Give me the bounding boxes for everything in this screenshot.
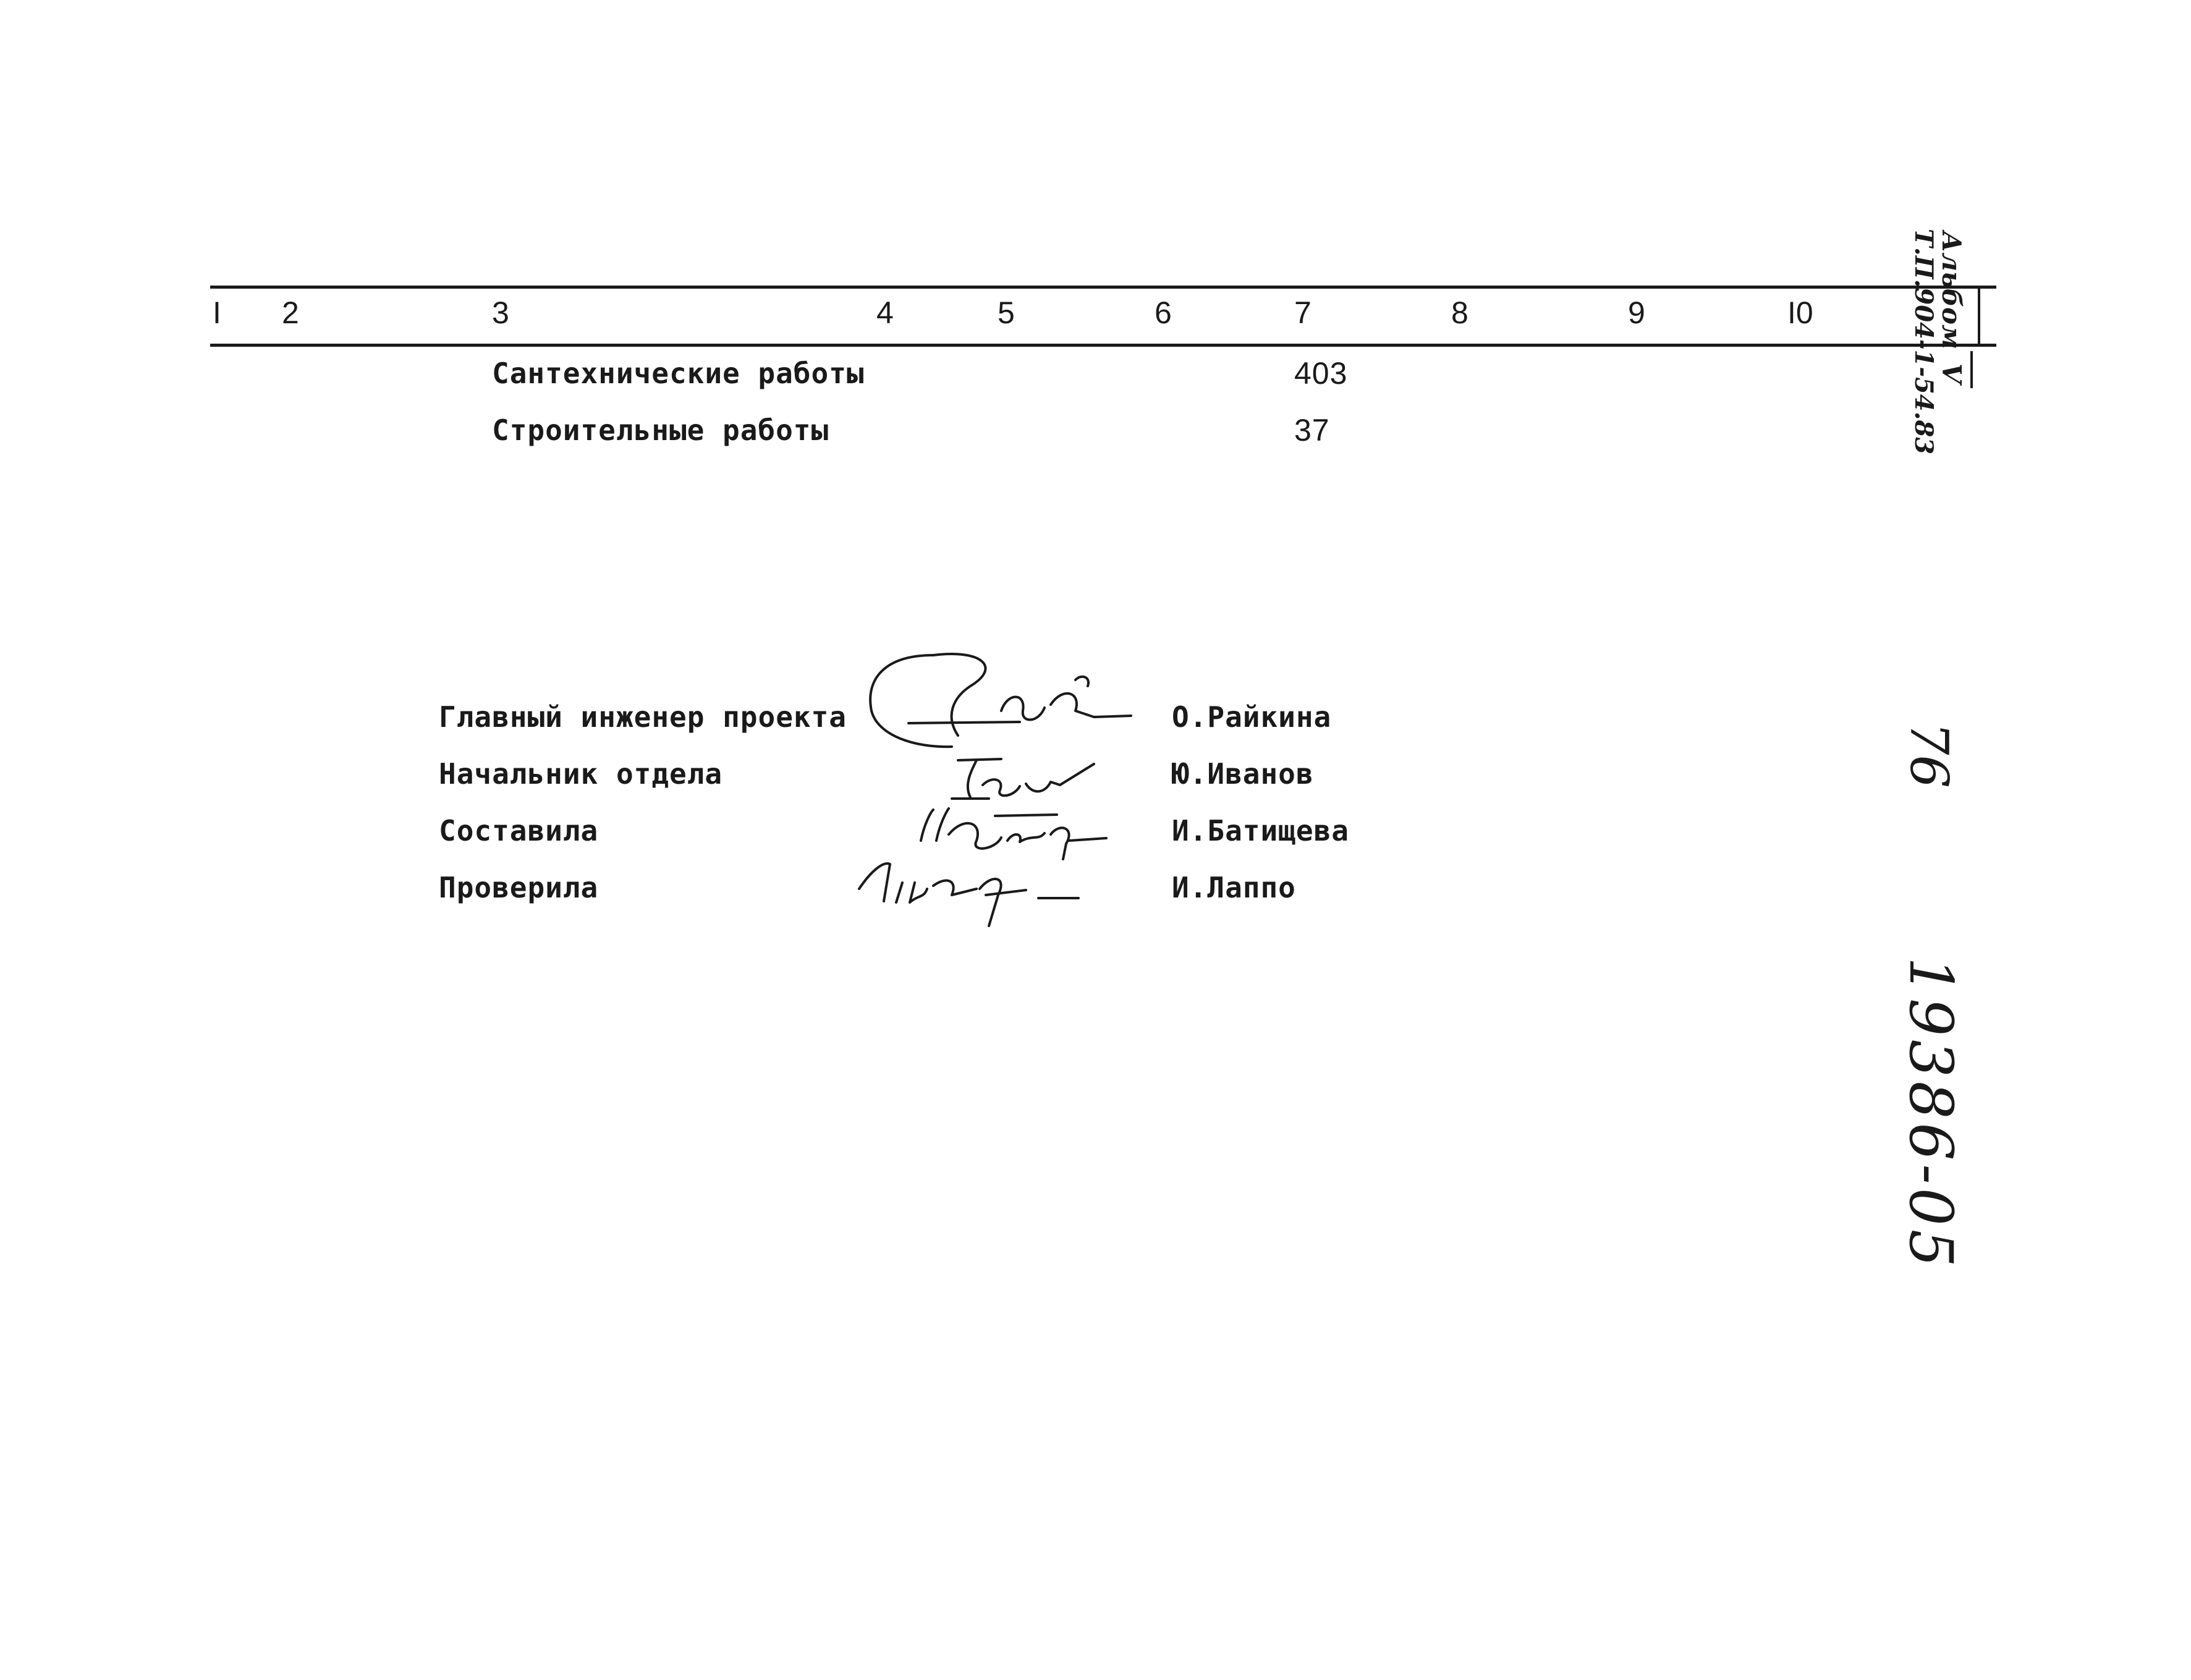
table-header-bottom-rule <box>210 344 1996 347</box>
signer-name: О.Райкина <box>1172 700 1332 734</box>
column-number-5: 5 <box>998 295 1015 330</box>
column-number-3: 3 <box>492 295 509 330</box>
archive-number: 19386-05 <box>1896 957 1965 1271</box>
column-number-10: I0 <box>1787 295 1813 330</box>
signer-position: Составила <box>439 814 599 847</box>
margin-album-stamp <box>1909 223 1996 455</box>
signer-name: И.Батищева <box>1172 814 1349 847</box>
signer-name: Ю.Иванов <box>1172 757 1314 791</box>
signer-position: Проверила <box>439 871 599 904</box>
table-top-rule <box>210 286 1996 289</box>
album-label: Альбом <box>1936 231 1967 349</box>
column-number-4: 4 <box>876 295 894 330</box>
project-code: Т.П.904-1-54.83 <box>1909 229 1938 455</box>
signer-name: И.Лаппо <box>1172 871 1296 904</box>
column-number-8: 8 <box>1451 295 1468 330</box>
column-number-1: I <box>213 295 221 330</box>
row-name: Сантехнические работы <box>492 357 865 390</box>
signature-mark <box>847 852 1094 932</box>
row-value: 403 <box>1294 356 1348 391</box>
volume-number: V <box>1936 363 1967 384</box>
row-name: Строительные работы <box>492 414 829 447</box>
column-number-7: 7 <box>1294 295 1312 330</box>
page-number: 76 <box>1899 722 1959 788</box>
signer-position: Главный инженер проекта <box>439 700 847 734</box>
column-number-2: 2 <box>282 295 299 330</box>
row-value: 37 <box>1294 413 1330 448</box>
column-number-6: 6 <box>1155 295 1172 330</box>
stamp-divider <box>1970 351 1973 388</box>
column-number-9: 9 <box>1628 295 1645 330</box>
signer-position: Начальник отдела <box>439 757 723 791</box>
